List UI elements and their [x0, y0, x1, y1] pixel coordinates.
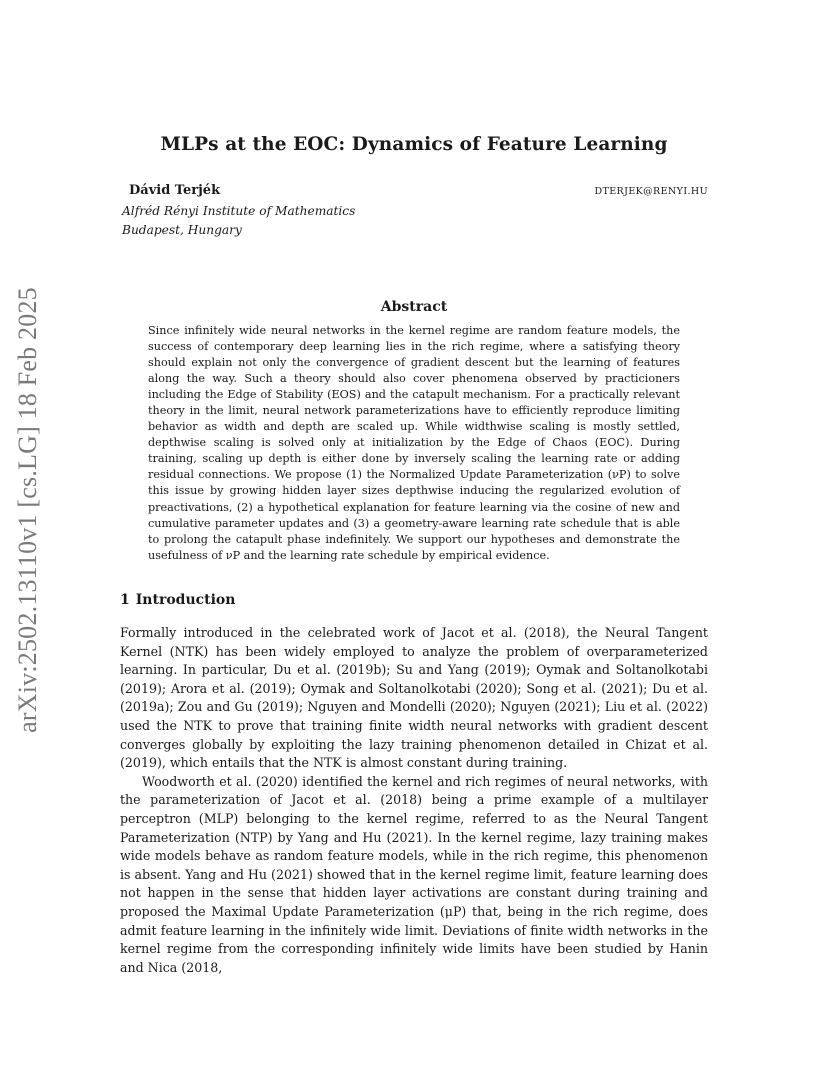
arxiv-identifier-text: arXiv:2502.13110v1 [cs.LG] 18 Feb 2025 — [13, 287, 43, 733]
section-number: 1 — [120, 592, 130, 608]
introduction-paragraph-2: Woodworth et al. (2020) identified the kernel and rich regimes of neural networks, with the parameterization of Jacot et al. (2018) being a prime example of a multilayer perceptron (MLP) belonging to the kernel regime, referred to as the Neural Tangent Parameterization (NTP) by Yang and Hu (2021). In the kernel regime, lazy training makes wide models behave as random feature models, while in the rich regime, this phenomenon is absent. Yang and Hu (2021) showed that in the kernel regime limit, feature learning does not happen in the sense that hidden layer activations are constant during training and proposed the Maximal Update Parameterization (μP) that, being in the rich regime, does admit feature learning in the infinitely wide limit. Deviations of finite width networks in the kernel regime from the corresponding infinitely wide limits have been studied by Hanin and Nica (2018, — [120, 773, 708, 975]
section-title: Introduction — [135, 592, 236, 608]
author-email: DTERJEK@RENYI.HU — [594, 186, 708, 197]
abstract-text: Since infinitely wide neural networks in the kernel regime are random feature models, the success of contemporary deep learning lies in the rich regime, where a satisfying theory should explain not only the convergence of gradient descent but the learning of features along the way. Such a theory should also cover phenomena observed by practicioners including the Edge of Stability (EOS) and the catapult mechanism. For a practically relevant theory in the limit, neural network parameterizations have to efficiently reproduce limiting behavior as width and depth are scaled up. While widthwise scaling is mostly settled, depthwise scaling is solved only at initialization by the Edge of Chaos (EOC). During training, scaling up depth is either done by inversely scaling the learning rate or adding residual connections. We propose (1) the Normalized Update Parameterization (νP) to solve this issue by growing hidden layer sizes depthwise inducing the regularized evolution of preactivations, (2) a hypothetical explanation for feature learning via the cosine of new and cumulative parameter updates and (3) a geometry-aware learning rate schedule that is able to prolong the catapult phase indefinitely. We support our hypotheses and demonstrate the usefulness of νP and the learning rate schedule by empirical evidence. — [148, 324, 680, 562]
author-affiliation — [120, 202, 708, 240]
introduction-body — [120, 624, 708, 977]
arxiv-identifier-stamp — [8, 287, 48, 733]
author-name: Dávid Terjék — [129, 183, 221, 198]
paper-title: MLPs at the EOC: Dynamics of Feature Learning — [160, 134, 668, 155]
author-row — [120, 183, 708, 198]
affiliation-city: Budapest, Hungary — [122, 223, 242, 237]
author-block — [120, 183, 708, 240]
abstract-heading: Abstract — [380, 299, 448, 315]
section-heading-introduction — [120, 592, 235, 608]
affiliation-institute: Alfréd Rényi Institute of Mathematics — [122, 204, 356, 218]
introduction-paragraph-1: Formally introduced in the celebrated work of Jacot et al. (2018), the Neural Tangent Kernel (NTK) has been widely employed to analyze the problem of overparameterized learning. In particular, Du et al. (2019b); Su and Yang (2019); Oymak and Soltanolkotabi (2019); Arora et al. (2019); Oymak and Soltanolkotabi (2020); Song et al. (2021); Du et al. (2019a); Zou and Gu (2019); Nguyen and Mondelli (2020); Nguyen (2021); Liu et al. (2022) used the NTK to prove that training finite width neural networks with gradient descent converges globally by exploiting the lazy training phenomenon detailed in Chizat et al. (2019), which entails that the NTK is almost constant during training. — [120, 625, 708, 771]
